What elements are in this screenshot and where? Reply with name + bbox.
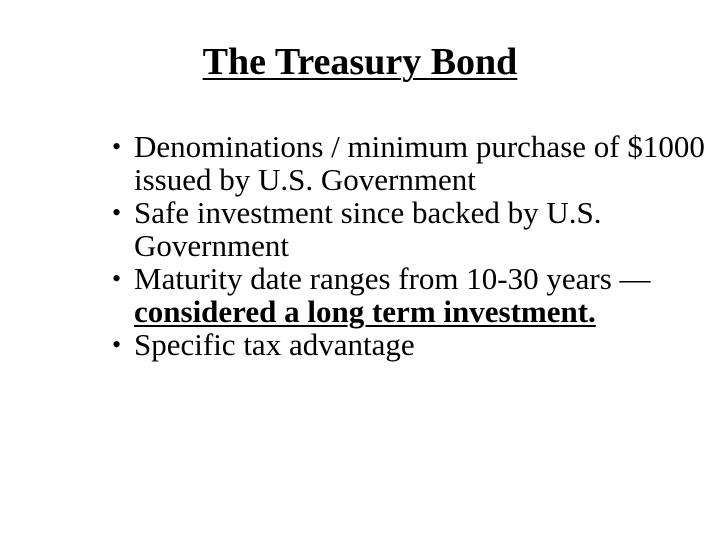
slide-title-text: The Treasury Bond	[202, 41, 518, 83]
bullet-item-denominations	[112, 130, 712, 196]
bullet-item-safe-investment	[112, 196, 712, 262]
bullet-dot-icon: •	[112, 132, 122, 161]
bullet-dot-icon: •	[112, 330, 122, 359]
slide-title	[0, 38, 720, 86]
bullet-text: Maturity date ranges from 10-30 years —	[134, 261, 651, 296]
bullet-emphasis: considered a long term investment.	[134, 294, 596, 329]
bullet-dot-icon: •	[112, 198, 122, 227]
bullet-item-maturity	[112, 262, 712, 328]
bullet-text: Denominations / minimum purchase of $1000 issued by U.S. Government	[134, 129, 705, 197]
bullet-text: Specific tax advantage	[134, 327, 415, 362]
bullet-list	[112, 130, 712, 361]
bullet-dot-icon: •	[112, 264, 122, 293]
bullet-text: Safe investment since backed by U.S. Government	[134, 195, 602, 263]
bullet-item-tax-advantage	[112, 328, 712, 361]
